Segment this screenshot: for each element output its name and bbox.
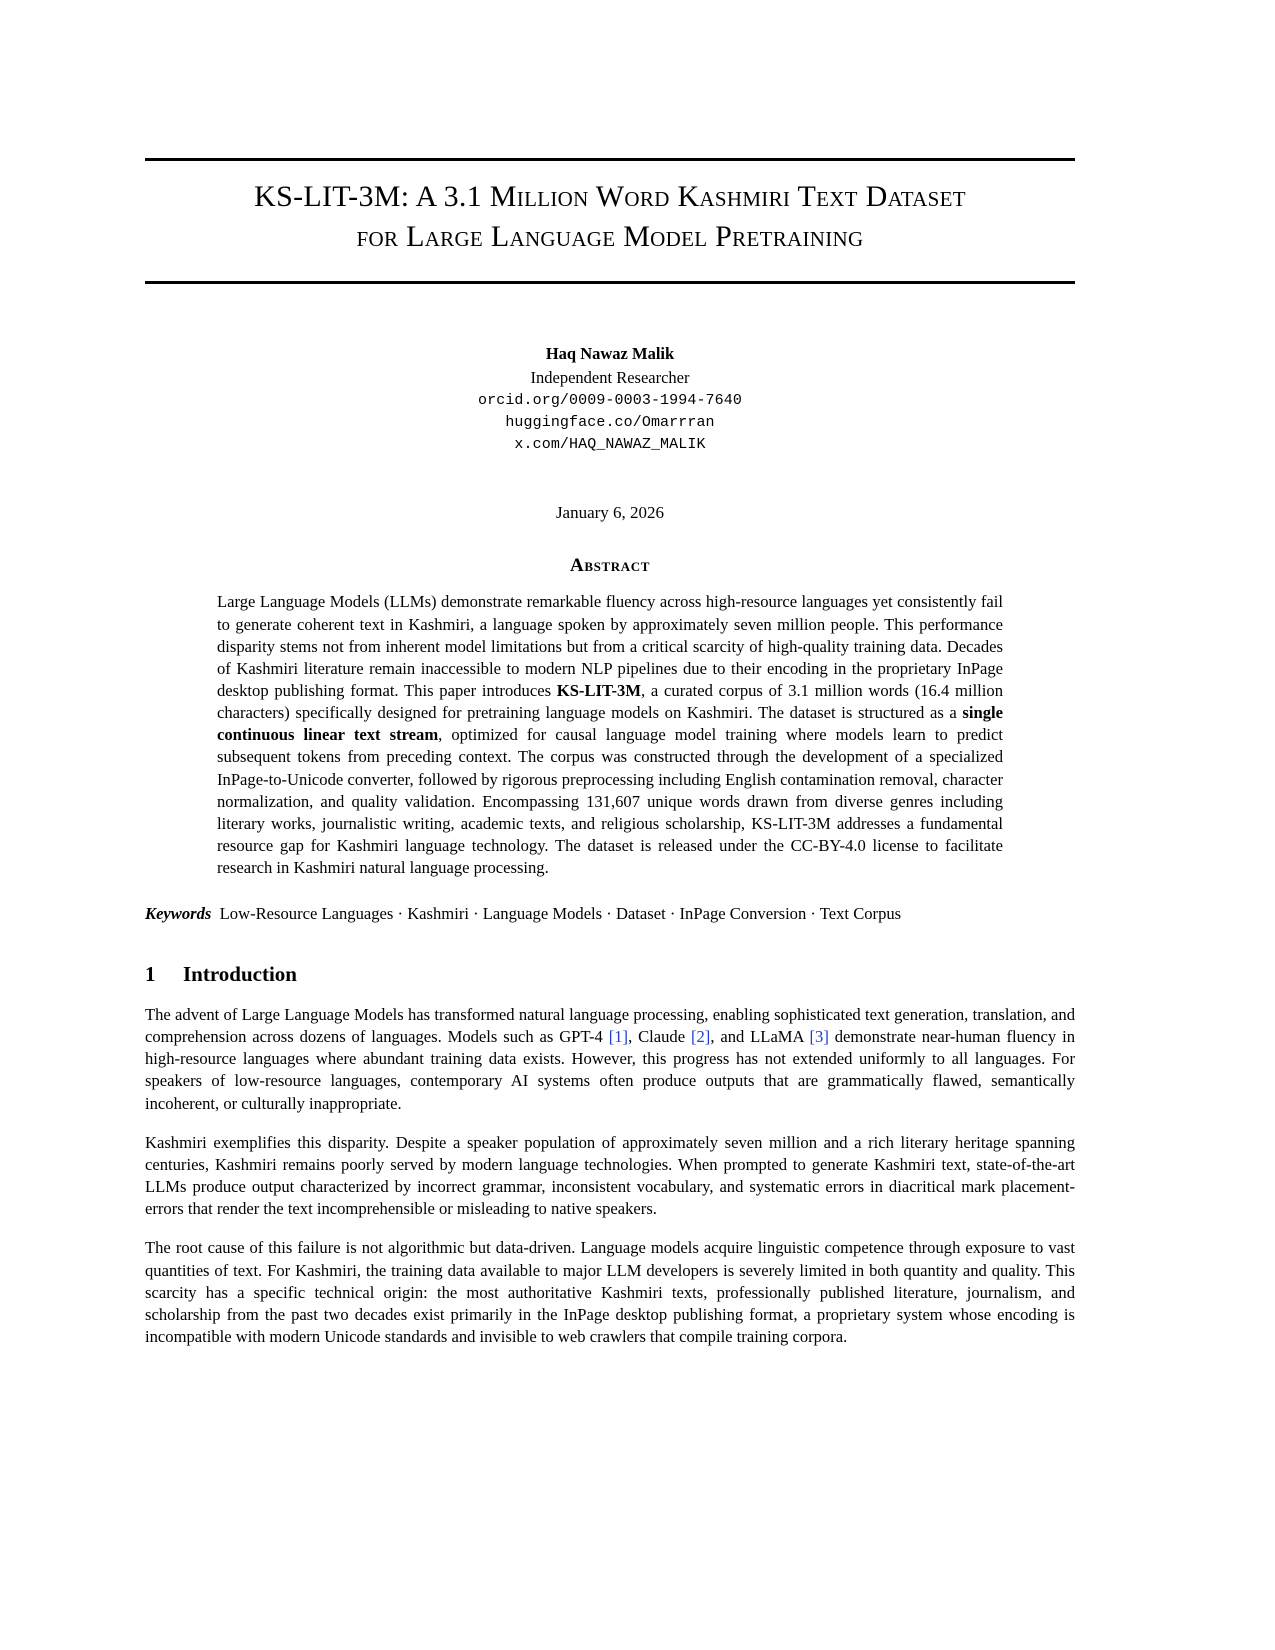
author-block (145, 342, 1075, 455)
arxiv-stamp (0, 0, 116, 118)
author-name: Haq Nawaz Malik (545, 344, 675, 364)
author-huggingface-link[interactable]: huggingface.co/Omarrran (505, 413, 715, 431)
abstract-bold-text-stream: single continuous linear text stream (217, 703, 1003, 745)
section-heading-introduction (145, 962, 1075, 987)
paragraph-intro-2 (145, 1132, 1075, 1221)
keywords-label: Keywords (145, 904, 212, 924)
keywords-text: Low-Resource Languages · Kashmiri · Language Models · Dataset · InPage Conversion · Text Corpus (219, 904, 902, 924)
paragraph-text: The advent of Large Language Models has transformed natural language processing, enabling sophisticated text generation, translation, and comprehension across dozens of languages. Models such as GPT-4 (145, 1004, 1075, 1047)
page-title (145, 161, 1075, 269)
section-number: 1 (145, 961, 156, 986)
citation-link[interactable]: [2] (690, 1027, 711, 1047)
abstract-text-part-3: , optimized for causal language model training where models learn to predict subsequent tokens from preceding context. The corpus was constructed through the development of a specialized InPage-to-Unicode converter, followed by rigorous preprocessing including English contamination removal, character normalization, and quality validation. Encompassing 131,607 unique words drawn from diverse genres including literary works, journalistic writing, academic texts, and religious scholarship, KS-LIT-3M addresses a fundamental resource gap for Kashmiri language technology. The dataset is released under the CC-BY-4.0 license to facilitate research in Kashmiri natural language processing. (217, 725, 1003, 878)
author-orcid-link[interactable]: orcid.org/0009-0003-1994-7640 (478, 392, 742, 410)
publication-date: January 6, 2026 (555, 503, 665, 523)
title-rule-bottom (145, 281, 1075, 284)
paragraph-text: The root cause of this failure is not algorithmic but data-driven. Language models acquire linguistic competence through exposure to vast quantities of text. For Kashmiri, the training data available to major LLM developers is severely limited in both quantity and quality. This scarcity has a specific technical origin: the most authoritative Kashmiri texts, professionally published literature, journalism, and scholarship from the past two decades exist primarily in the InPage desktop publishing format, a proprietary system whose encoding is incompatible with modern Unicode standards and invisible to web crawlers that compile training corpora. (145, 1238, 1075, 1347)
paragraph-text: , Claude (628, 1027, 691, 1047)
keywords-line (145, 903, 1075, 925)
paragraph-intro-3 (145, 1237, 1075, 1348)
abstract-text-part-1: Large Language Models (LLMs) demonstrate remarkable fluency across high-resource languages yet consistently fail to generate coherent text in Kashmiri, a language spoken by approximately seven million people. This performance disparity stems not from inherent model limitations but from a critical scarcity of high-quality training data. Decades of Kashmiri literature remain inaccessible to modern NLP pipelines due to their encoding in the proprietary InPage desktop publishing format. This paper introduces (217, 592, 1003, 701)
abstract-text-part-2: , a curated corpus of 3.1 million words (16.4 million characters) specifically designed for pretraining language models on Kashmiri. The dataset is structured as a (217, 681, 1003, 723)
author-affiliation: Independent Researcher (530, 368, 690, 388)
section-title: Introduction (183, 961, 297, 986)
author-x-link[interactable]: x.com/HAQ_NAWAZ_MALIK (514, 435, 706, 453)
citation-link[interactable]: [3] (809, 1027, 829, 1047)
citation-link[interactable]: [1] (608, 1027, 629, 1047)
paragraph-text: demonstrate near-human fluency in high-resource languages where abundant training data exists. However, this progress has not extended uniformly to all languages. For speakers of low-resource languages, contemporary AI systems often produce outputs that are grammatically flawed, semantically incoherent, or culturally inappropriate. (145, 1027, 1075, 1113)
paragraph-text: Kashmiri exemplifies this disparity. Despite a speaker population of approximately seven million and a rich literary heritage spanning centuries, Kashmiri remains poorly served by modern language technologies. When prompted to generate Kashmiri text, state-of-the-art LLMs produce output characterized by incorrect grammar, inconsistent vocabulary, and systematic errors in diacritical mark placement-errors that render the text incomprehensible or misleading to native speakers. (145, 1132, 1075, 1219)
title-line-2: for Large Language Model Pretraining (356, 220, 864, 254)
paper-page (145, 0, 1075, 1650)
abstract-body (217, 591, 1003, 879)
abstract-bold-dataset-name: KS-LIT-3M (556, 681, 642, 701)
abstract-heading: Abstract (570, 555, 650, 577)
title-line-1: KS-LIT-3M: A 3.1 Million Word Kashmiri Text Dataset (254, 180, 966, 213)
paragraph-text: , and LLaMA (710, 1027, 810, 1047)
paragraph-intro-1 (145, 1004, 1075, 1115)
